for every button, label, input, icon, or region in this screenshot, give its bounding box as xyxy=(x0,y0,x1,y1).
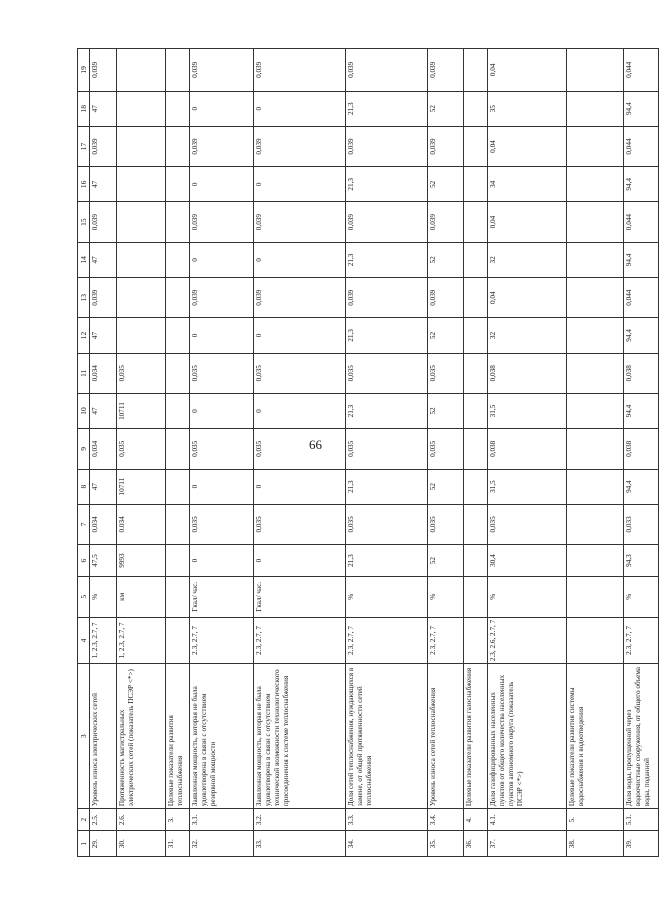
table-cell: 0,035 xyxy=(254,429,346,469)
table-cell xyxy=(567,126,624,166)
table-cell: 3.3. xyxy=(346,809,428,831)
table-cell xyxy=(166,91,190,126)
table-cell: 94,4 xyxy=(624,242,659,277)
table-cell: 0,039 xyxy=(254,202,346,242)
table-cell: 30,4 xyxy=(488,545,567,577)
column-number-cell: 5 xyxy=(78,577,90,617)
table-cell xyxy=(464,91,488,126)
column-number-cell: 14 xyxy=(78,242,90,277)
table-cell xyxy=(567,545,624,577)
table-cell: 0 xyxy=(190,318,254,353)
table-cell xyxy=(464,577,488,617)
column-number-cell: 2 xyxy=(78,809,90,831)
table-cell xyxy=(567,393,624,428)
table-row xyxy=(488,49,567,857)
table-row xyxy=(464,49,488,857)
table-cell: 21,3 xyxy=(346,545,428,577)
table-cell: 0,035 xyxy=(117,429,166,469)
table-cell: 21,3 xyxy=(346,318,428,353)
table-cell xyxy=(567,577,624,617)
table-cell: 0,035 xyxy=(428,429,464,469)
table-cell: 0,044 xyxy=(624,49,659,92)
column-number-cell: 10 xyxy=(78,393,90,428)
table-cell: 5. xyxy=(567,809,624,831)
table-cell: 47,5 xyxy=(90,545,117,577)
table-cell: 0,039 xyxy=(90,277,117,317)
table-cell: 0,039 xyxy=(428,277,464,317)
table-cell: 2.3, 2.7, 7 xyxy=(190,617,254,664)
rotated-table-container xyxy=(77,48,651,857)
column-number-cell: 7 xyxy=(78,504,90,544)
table-cell: 3.2. xyxy=(254,809,346,831)
table-cell: 94,4 xyxy=(624,91,659,126)
column-number-cell: 13 xyxy=(78,277,90,317)
table-cell xyxy=(166,277,190,317)
table-cell: Доля газифицированных населенных пунктов от общего количества населенных пунктов автономного округа (показатель ПСЭР <*>) xyxy=(488,664,567,809)
table-cell: 0.034 xyxy=(117,504,166,544)
table-cell: 0,035 xyxy=(190,353,254,393)
table-cell: 4. xyxy=(464,809,488,831)
table-cell: Целевые показатели развития теплоснабжения xyxy=(166,664,190,809)
table-cell: 52 xyxy=(428,167,464,202)
table-cell: 0,035 xyxy=(254,353,346,393)
table-cell: 94,3 xyxy=(624,545,659,577)
table-cell: 47 xyxy=(90,167,117,202)
table-cell: 31. xyxy=(166,831,190,857)
table-row xyxy=(90,49,117,857)
table-cell xyxy=(464,504,488,544)
table-cell xyxy=(166,545,190,577)
table-cell: 0,044 xyxy=(624,277,659,317)
table-cell: % xyxy=(346,577,428,617)
table-cell xyxy=(166,242,190,277)
table-cell: 52 xyxy=(428,393,464,428)
table-cell: 0,04 xyxy=(488,277,567,317)
table-cell xyxy=(166,202,190,242)
table-cell: 0,039 xyxy=(190,202,254,242)
table-cell: 33. xyxy=(254,831,346,857)
table-row xyxy=(428,49,464,857)
table-cell xyxy=(567,469,624,504)
table-cell: 0 xyxy=(190,545,254,577)
table-cell: 9993 xyxy=(117,545,166,577)
table-cell: 21,3 xyxy=(346,91,428,126)
table-cell: 0,038 xyxy=(488,429,567,469)
table-cell xyxy=(464,126,488,166)
table-row xyxy=(254,49,346,857)
table-cell: 1, 2.3, 2.7, 7 xyxy=(90,617,117,664)
table-cell: 30. xyxy=(117,831,166,857)
column-number-cell: 16 xyxy=(78,167,90,202)
table-cell: 94,4 xyxy=(624,393,659,428)
table-cell: 0 xyxy=(254,167,346,202)
table-cell: 3.4. xyxy=(428,809,464,831)
table-cell xyxy=(567,167,624,202)
table-cell: 4.1. xyxy=(488,809,567,831)
table-cell xyxy=(117,49,166,92)
table-cell xyxy=(166,393,190,428)
table-cell xyxy=(166,353,190,393)
column-number-cell: 9 xyxy=(78,429,90,469)
table-cell: 21,3 xyxy=(346,393,428,428)
table-cell: 0,039 xyxy=(346,126,428,166)
table-cell: 47 xyxy=(90,318,117,353)
table-cell: 32 xyxy=(488,242,567,277)
page-number: 66 xyxy=(309,437,322,452)
table-cell xyxy=(464,393,488,428)
table-cell xyxy=(117,126,166,166)
table-cell: 47 xyxy=(90,469,117,504)
table-cell: 0,039 xyxy=(190,277,254,317)
table-row xyxy=(166,49,190,857)
table-cell: 2.3, 2.7, 7 xyxy=(346,617,428,664)
table-cell: 0,039 xyxy=(346,202,428,242)
table-cell xyxy=(117,202,166,242)
table-cell: Целевые показатели развития системы водоснабжения и водоотведения xyxy=(567,664,624,809)
table-cell xyxy=(464,202,488,242)
table-cell: Доля воды, пропущенной через водоочистные сооружения, от общего объема воды, поданной xyxy=(624,664,659,809)
table-cell: Протяженность магистральных электрических сетей (показатель ПСЭР <*>) xyxy=(117,664,166,809)
column-number-cell: 19 xyxy=(78,49,90,92)
table-cell: Доля сетей теплоснабжения, нуждающихся в замене, от общей протяженности сетей теплоснабжения xyxy=(346,664,428,809)
table-body xyxy=(78,49,659,857)
table-cell xyxy=(567,202,624,242)
table-row xyxy=(117,49,166,857)
table-cell: 0 xyxy=(190,91,254,126)
table-cell xyxy=(567,49,624,92)
table-cell xyxy=(464,353,488,393)
table-cell: % xyxy=(624,577,659,617)
table-cell: 0,035 xyxy=(254,504,346,544)
table-cell xyxy=(567,91,624,126)
table-cell: 0,035 xyxy=(428,353,464,393)
table-cell: % xyxy=(90,577,117,617)
table-cell: 3.1. xyxy=(190,809,254,831)
table-cell: 0,039 xyxy=(254,277,346,317)
table-cell xyxy=(464,167,488,202)
table-cell: 0,04 xyxy=(488,49,567,92)
table-cell: 94,4 xyxy=(624,469,659,504)
table-row xyxy=(190,49,254,857)
table-cell: 0,035 xyxy=(346,504,428,544)
table-cell: 0,039 xyxy=(346,49,428,92)
table-cell: 47 xyxy=(90,393,117,428)
table-cell: 0,035 xyxy=(190,504,254,544)
table-cell: Заявленная мощность, которая не была удовлетворена в связи с отсутствием технической возможности технологического присоединения к системе теплоснабжения xyxy=(254,664,346,809)
table-cell: 0,033 xyxy=(624,504,659,544)
table-cell: 0,044 xyxy=(624,202,659,242)
table-cell: 0,039 xyxy=(190,49,254,92)
table-cell: Гкал/ час. xyxy=(190,577,254,617)
table-cell: км xyxy=(117,577,166,617)
table-cell xyxy=(567,353,624,393)
column-number-cell: 6 xyxy=(78,545,90,577)
column-number-cell: 8 xyxy=(78,469,90,504)
table-cell: 32. xyxy=(190,831,254,857)
table-cell: 10711 xyxy=(117,393,166,428)
table-cell: 29. xyxy=(90,831,117,857)
table-cell: 0,035 xyxy=(346,353,428,393)
table-cell: Целевые показатели развития газоснабжения xyxy=(464,664,488,809)
table-cell: 21,3 xyxy=(346,242,428,277)
table-cell xyxy=(166,126,190,166)
column-number-cell: 15 xyxy=(78,202,90,242)
table-cell: 0 xyxy=(254,91,346,126)
table-cell: 5.1. xyxy=(624,809,659,831)
table-cell xyxy=(166,167,190,202)
table-cell xyxy=(567,242,624,277)
table-cell: 2.3, 2.7, 7 xyxy=(428,617,464,664)
table-cell xyxy=(567,617,624,664)
table-cell: 0,039 xyxy=(190,126,254,166)
table-cell xyxy=(117,318,166,353)
table-cell xyxy=(117,242,166,277)
table-cell: Заявленная мощность, которая не была удовлетворена в связи с отсутствием резервной мощности xyxy=(190,664,254,809)
table-cell: 52 xyxy=(428,469,464,504)
table-cell: 0,039 xyxy=(254,126,346,166)
table-cell: 0 xyxy=(254,469,346,504)
table-cell: 0,039 xyxy=(90,49,117,92)
table-cell xyxy=(117,277,166,317)
table-cell xyxy=(166,318,190,353)
table-cell: 2.3, 2.6, 2.7, 7 xyxy=(488,617,567,664)
table-cell: 31,5 xyxy=(488,393,567,428)
table-cell: 52 xyxy=(428,318,464,353)
table-cell xyxy=(166,617,190,664)
table-cell: 0,039 xyxy=(428,202,464,242)
column-number-cell: 17 xyxy=(78,126,90,166)
table-cell xyxy=(117,167,166,202)
table-cell xyxy=(464,242,488,277)
table-cell: 37. xyxy=(488,831,567,857)
table-cell: 94,4 xyxy=(624,318,659,353)
table-cell: 1, 2.3, 2.7, 7 xyxy=(117,617,166,664)
table-cell: 0 xyxy=(190,393,254,428)
table-cell: 47 xyxy=(90,242,117,277)
table-cell: % xyxy=(488,577,567,617)
table-cell xyxy=(464,617,488,664)
column-number-cell: 3 xyxy=(78,664,90,809)
table-cell: 35 xyxy=(488,91,567,126)
table-cell: 2.5. xyxy=(90,809,117,831)
column-number-row xyxy=(78,49,90,857)
column-number-cell: 12 xyxy=(78,318,90,353)
table-cell: 0 xyxy=(190,242,254,277)
table-cell: 0,035 xyxy=(488,504,567,544)
table-row xyxy=(567,49,624,857)
column-number-cell: 1 xyxy=(78,831,90,857)
table-cell xyxy=(567,429,624,469)
table-cell: % xyxy=(428,577,464,617)
table-cell: 0,04 xyxy=(488,202,567,242)
table-cell: 2.6. xyxy=(117,809,166,831)
column-number-cell: 11 xyxy=(78,353,90,393)
table-cell xyxy=(166,429,190,469)
table-cell: Уровень износа электрических сетей xyxy=(90,664,117,809)
table-cell: 0,035 xyxy=(346,429,428,469)
column-number-cell: 4 xyxy=(78,617,90,664)
table-cell xyxy=(464,429,488,469)
table-cell: 0,044 xyxy=(624,126,659,166)
table-cell xyxy=(464,318,488,353)
table-cell: 34 xyxy=(488,167,567,202)
table-cell: 94,4 xyxy=(624,167,659,202)
table-cell: 31,5 xyxy=(488,469,567,504)
indicators-table xyxy=(77,48,659,857)
table-cell: 32 xyxy=(488,318,567,353)
table-cell xyxy=(567,277,624,317)
table-cell: 47 xyxy=(90,91,117,126)
table-cell: 2.3, 2.7, 7 xyxy=(254,617,346,664)
table-cell: 0,034 xyxy=(90,353,117,393)
table-cell: 0,039 xyxy=(428,49,464,92)
table-cell: 0 xyxy=(190,469,254,504)
table-cell: 0 xyxy=(254,545,346,577)
table-cell: 0,038 xyxy=(624,429,659,469)
table-cell: 34. xyxy=(346,831,428,857)
table-cell xyxy=(464,469,488,504)
table-cell: 0,038 xyxy=(488,353,567,393)
table-cell: 52 xyxy=(428,91,464,126)
table-cell xyxy=(464,277,488,317)
table-cell: 0,038 xyxy=(624,353,659,393)
table-cell xyxy=(567,318,624,353)
table-cell: 2.3, 2.7, 7 xyxy=(624,617,659,664)
table-cell: 0,035 xyxy=(117,353,166,393)
table-row xyxy=(346,49,428,857)
table-cell: 21,3 xyxy=(346,167,428,202)
table-cell xyxy=(166,577,190,617)
table-cell: 3. xyxy=(166,809,190,831)
table-cell: 38. xyxy=(567,831,624,857)
table-cell: 0 xyxy=(254,242,346,277)
table-row xyxy=(624,49,659,857)
table-cell xyxy=(464,49,488,92)
table-cell: 0,039 xyxy=(428,126,464,166)
table-cell: 0 xyxy=(190,167,254,202)
table-cell: 35. xyxy=(428,831,464,857)
table-cell xyxy=(166,49,190,92)
column-number-cell: 18 xyxy=(78,91,90,126)
table-cell: 36. xyxy=(464,831,488,857)
table-cell: 0,04 xyxy=(488,126,567,166)
table-cell: 0 xyxy=(254,318,346,353)
table-cell: 0,039 xyxy=(90,126,117,166)
table-cell xyxy=(117,91,166,126)
table-cell: 0,039 xyxy=(254,49,346,92)
table-cell: 0 xyxy=(254,393,346,428)
table-cell: 52 xyxy=(428,242,464,277)
table-cell: Гкал/ час. xyxy=(254,577,346,617)
table-cell: 52 xyxy=(428,545,464,577)
table-cell: 0,035 xyxy=(428,504,464,544)
table-cell: 0,035 xyxy=(190,429,254,469)
table-cell xyxy=(166,504,190,544)
table-cell: 10711 xyxy=(117,469,166,504)
table-cell xyxy=(464,545,488,577)
table-cell: 0,039 xyxy=(90,202,117,242)
table-cell: Уровень износа сетей теплоснабжения xyxy=(428,664,464,809)
table-cell: 0,034 xyxy=(90,429,117,469)
table-cell: 39. xyxy=(624,831,659,857)
table-cell: 0,039 xyxy=(346,277,428,317)
table-cell: 0,034 xyxy=(90,504,117,544)
table-cell xyxy=(567,504,624,544)
table-cell: 21,3 xyxy=(346,469,428,504)
table-cell xyxy=(166,469,190,504)
